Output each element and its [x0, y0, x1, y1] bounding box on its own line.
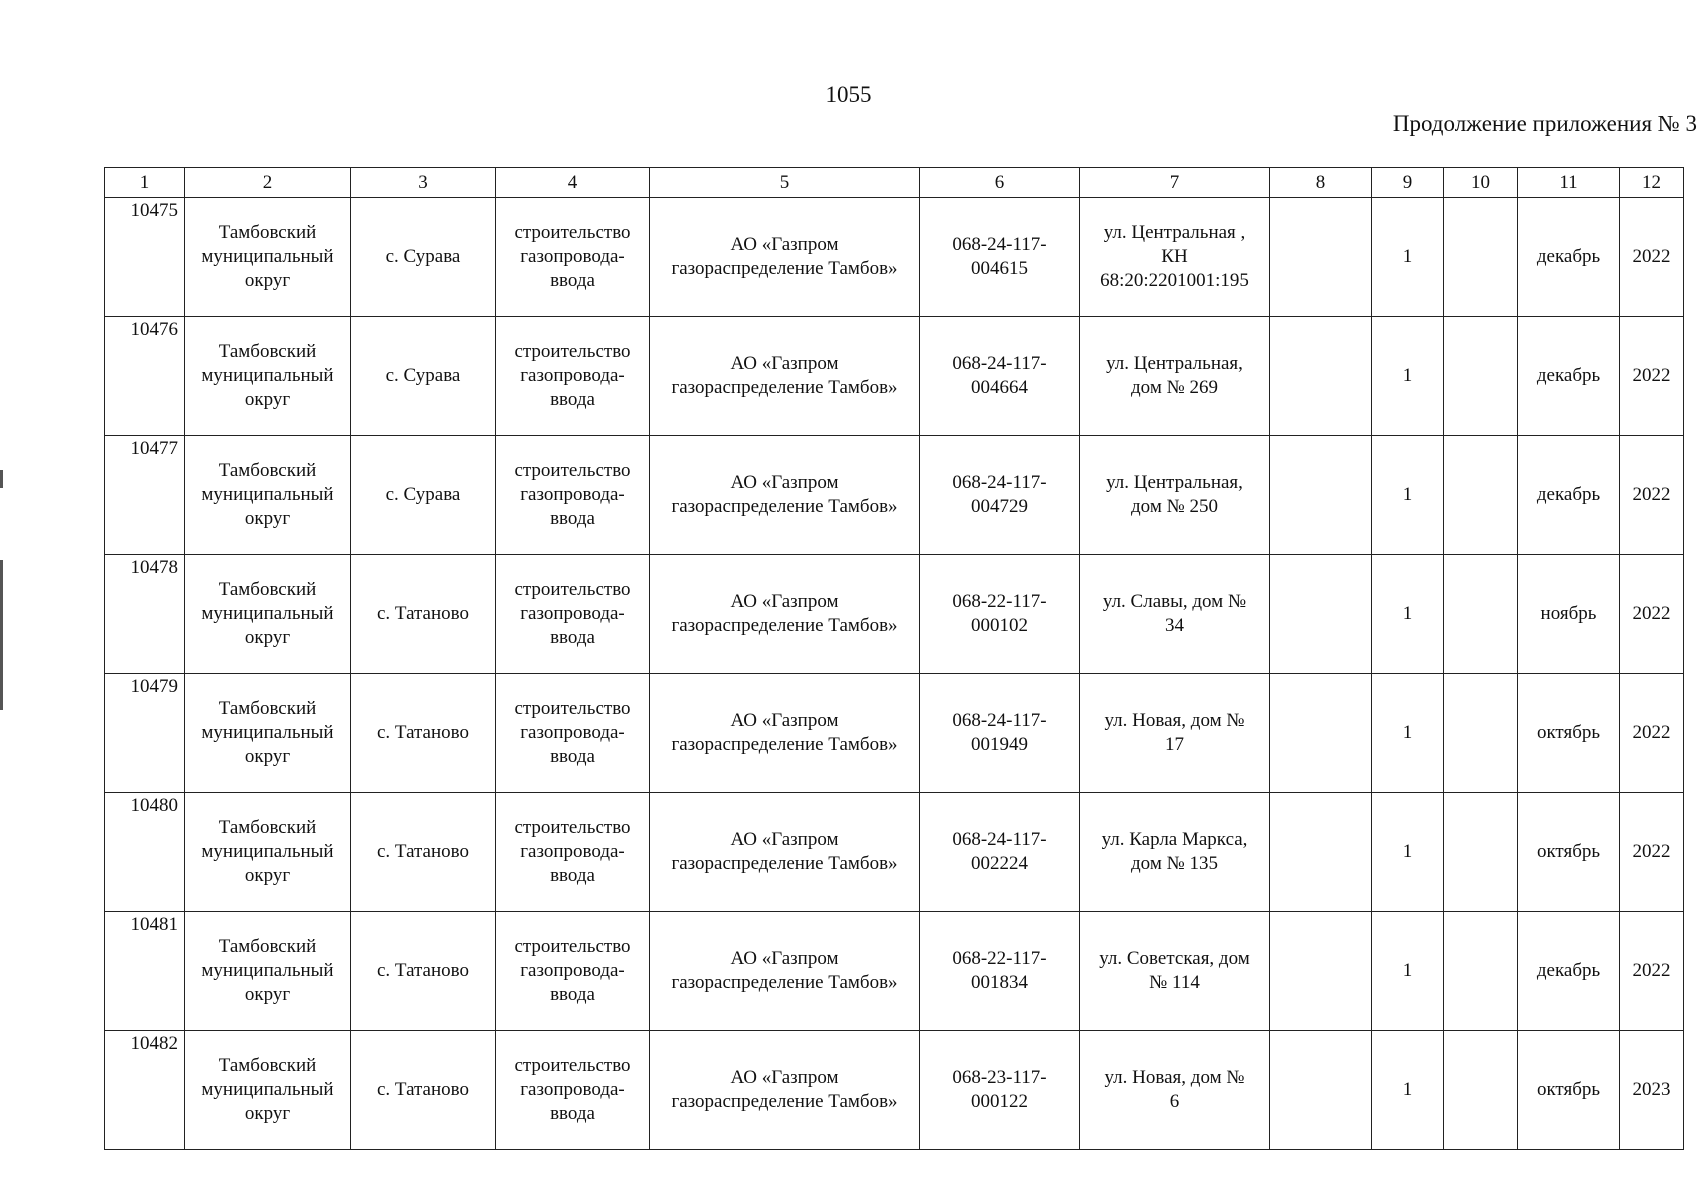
cell-code-line: 001949 — [971, 734, 1028, 755]
cell-work-type-line: ввода — [550, 984, 595, 1005]
cell-organization-line: АО «Газпром — [730, 829, 839, 850]
appendix-caption: Продолжение приложения № 3 — [1392, 111, 1697, 136]
cell-district-line: Тамбовский — [218, 460, 317, 481]
cell-work-type-line: газопровода- — [520, 722, 625, 743]
cell-work-type — [496, 912, 650, 1031]
column-header-3: 3 — [351, 168, 496, 198]
cell-year: 2022 — [1620, 555, 1684, 674]
table-row — [105, 793, 1684, 912]
cell-month: ноябрь — [1518, 555, 1620, 674]
cell-col-8 — [1270, 1031, 1372, 1150]
cell-organization-line: газораспределение Тамбов» — [671, 615, 898, 636]
cell-district — [185, 793, 351, 912]
cell-address-line: дом № 269 — [1131, 377, 1218, 398]
page-number: 1055 — [825, 82, 872, 107]
cell-col-8 — [1270, 674, 1372, 793]
cell-col-10 — [1444, 674, 1518, 793]
cell-organization-line: газораспределение Тамбов» — [671, 377, 898, 398]
cell-organization-line: газораспределение Тамбов» — [671, 1091, 898, 1112]
cell-address-line: ул. Новая, дом № — [1104, 1067, 1245, 1088]
cell-code — [920, 674, 1080, 793]
cell-district-line: округ — [244, 984, 291, 1005]
cell-settlement: с. Сурава — [351, 317, 496, 436]
cell-organization-line: газораспределение Тамбов» — [671, 734, 898, 755]
cell-district-line: Тамбовский — [218, 936, 317, 957]
cell-settlement: с. Татаново — [351, 555, 496, 674]
cell-col-8 — [1270, 436, 1372, 555]
cell-district-line: Тамбовский — [218, 222, 317, 243]
cell-district-line: Тамбовский — [218, 817, 317, 838]
table-body — [105, 198, 1684, 1150]
cell-settlement: с. Сурава — [351, 198, 496, 317]
column-header-5: 5 — [650, 168, 920, 198]
header-row — [105, 168, 1684, 198]
cell-organization-line: газораспределение Тамбов» — [671, 258, 898, 279]
cell-address-line: 68:20:2201001:195 — [1100, 270, 1249, 291]
table-header — [105, 168, 1684, 198]
cell-address-line: ул. Центральная, — [1106, 472, 1243, 493]
cell-address — [1080, 436, 1270, 555]
cell-code-line: 068-22-117- — [952, 948, 1047, 969]
cell-district — [185, 674, 351, 793]
column-header-12: 12 — [1620, 168, 1684, 198]
cell-address-line: ул. Новая, дом № — [1104, 710, 1245, 731]
table-row — [105, 198, 1684, 317]
column-header-7: 7 — [1080, 168, 1270, 198]
cell-organization-line: АО «Газпром — [730, 353, 839, 374]
cell-code-line: 004615 — [971, 258, 1028, 279]
cell-address-line: ул. Центральная, — [1106, 353, 1243, 374]
cell-organization — [650, 793, 920, 912]
cell-address — [1080, 1031, 1270, 1150]
cell-district-line: муниципальный — [201, 841, 334, 862]
cell-address-line: ул. Центральная , — [1103, 222, 1246, 243]
cell-district-line: муниципальный — [201, 246, 334, 267]
table-row — [105, 317, 1684, 436]
cell-code — [920, 1031, 1080, 1150]
cell-col-8 — [1270, 793, 1372, 912]
cell-work-type-line: строительство — [514, 698, 631, 719]
column-header-9: 9 — [1372, 168, 1444, 198]
cell-work-type — [496, 317, 650, 436]
cell-quantity: 1 — [1372, 1031, 1444, 1150]
cell-district-line: Тамбовский — [218, 698, 317, 719]
cell-code-line: 000102 — [971, 615, 1028, 636]
cell-month: октябрь — [1518, 1031, 1620, 1150]
cell-address-line: ул. Советская, дом — [1099, 948, 1250, 969]
cell-district-line: муниципальный — [201, 603, 334, 624]
scan-edge-mark — [0, 470, 3, 488]
cell-address-line: КН — [1161, 246, 1188, 267]
cell-quantity: 1 — [1372, 793, 1444, 912]
cell-address-line: ул. Карла Маркса, — [1101, 829, 1248, 850]
cell-district-line: муниципальный — [201, 722, 334, 743]
cell-code — [920, 555, 1080, 674]
table-row — [105, 436, 1684, 555]
cell-work-type-line: газопровода- — [520, 603, 625, 624]
cell-code-line: 004664 — [971, 377, 1028, 398]
table-row — [105, 555, 1684, 674]
cell-address — [1080, 198, 1270, 317]
cell-quantity: 1 — [1372, 674, 1444, 793]
cell-district-line: округ — [244, 627, 291, 648]
cell-address-line: № 114 — [1149, 972, 1200, 993]
cell-organization — [650, 912, 920, 1031]
cell-organization-line: АО «Газпром — [730, 1067, 839, 1088]
cell-work-type-line: строительство — [514, 460, 631, 481]
cell-code-line: 068-22-117- — [952, 591, 1047, 612]
cell-work-type-line: газопровода- — [520, 960, 625, 981]
cell-work-type-line: газопровода- — [520, 365, 625, 386]
cell-number: 10479 — [105, 674, 185, 793]
cell-code — [920, 793, 1080, 912]
column-header-2: 2 — [185, 168, 351, 198]
cell-district-line: округ — [244, 270, 291, 291]
cell-district-line: округ — [244, 746, 291, 767]
cell-col-10 — [1444, 436, 1518, 555]
cell-district-line: Тамбовский — [218, 1055, 317, 1076]
cell-settlement: с. Татаново — [351, 912, 496, 1031]
cell-district-line: округ — [244, 508, 291, 529]
cell-quantity: 1 — [1372, 436, 1444, 555]
cell-code-line: 068-24-117- — [952, 472, 1047, 493]
cell-district-line: муниципальный — [201, 1079, 334, 1100]
cell-work-type-line: газопровода- — [520, 246, 625, 267]
cell-work-type — [496, 674, 650, 793]
cell-organization-line: газораспределение Тамбов» — [671, 972, 898, 993]
cell-work-type-line: строительство — [514, 1055, 631, 1076]
cell-district — [185, 198, 351, 317]
cell-work-type — [496, 793, 650, 912]
cell-address-line: 6 — [1169, 1091, 1180, 1112]
cell-settlement: с. Татаново — [351, 1031, 496, 1150]
cell-col-10 — [1444, 912, 1518, 1031]
cell-work-type-line: ввода — [550, 389, 595, 410]
cell-district-line: Тамбовский — [218, 579, 317, 600]
cell-work-type-line: ввода — [550, 865, 595, 886]
cell-number: 10482 — [105, 1031, 185, 1150]
cell-organization — [650, 1031, 920, 1150]
cell-work-type-line: строительство — [514, 817, 631, 838]
cell-work-type — [496, 1031, 650, 1150]
cell-work-type-line: газопровода- — [520, 841, 625, 862]
column-header-11: 11 — [1518, 168, 1620, 198]
column-header-1: 1 — [105, 168, 185, 198]
cell-district-line: Тамбовский — [218, 341, 317, 362]
cell-organization-line: газораспределение Тамбов» — [671, 496, 898, 517]
cell-code — [920, 912, 1080, 1031]
cell-settlement: с. Татаново — [351, 793, 496, 912]
column-header-6: 6 — [920, 168, 1080, 198]
cell-month: октябрь — [1518, 674, 1620, 793]
cell-work-type-line: ввода — [550, 746, 595, 767]
cell-work-type-line: ввода — [550, 508, 595, 529]
cell-number: 10477 — [105, 436, 185, 555]
cell-work-type — [496, 555, 650, 674]
cell-organization-line: АО «Газпром — [730, 591, 839, 612]
cell-month: октябрь — [1518, 793, 1620, 912]
cell-col-10 — [1444, 793, 1518, 912]
cell-district — [185, 555, 351, 674]
cell-code — [920, 317, 1080, 436]
cell-district-line: округ — [244, 865, 291, 886]
cell-address-line: дом № 250 — [1131, 496, 1218, 517]
cell-settlement: с. Сурава — [351, 436, 496, 555]
column-header-4: 4 — [496, 168, 650, 198]
cell-code-line: 004729 — [971, 496, 1028, 517]
cell-district — [185, 912, 351, 1031]
cell-year: 2022 — [1620, 912, 1684, 1031]
cell-work-type — [496, 436, 650, 555]
cell-organization-line: газораспределение Тамбов» — [671, 853, 898, 874]
cell-organization-line: АО «Газпром — [730, 472, 839, 493]
cell-organization — [650, 436, 920, 555]
cell-district-line: муниципальный — [201, 365, 334, 386]
cell-quantity: 1 — [1372, 317, 1444, 436]
cell-address — [1080, 912, 1270, 1031]
cell-number: 10478 — [105, 555, 185, 674]
table-row — [105, 912, 1684, 1031]
cell-month: декабрь — [1518, 436, 1620, 555]
registry-table — [104, 167, 1684, 1150]
cell-col-10 — [1444, 317, 1518, 436]
cell-quantity: 1 — [1372, 555, 1444, 674]
cell-district-line: округ — [244, 389, 291, 410]
cell-col-8 — [1270, 198, 1372, 317]
cell-district-line: округ — [244, 1103, 291, 1124]
column-header-8: 8 — [1270, 168, 1372, 198]
cell-work-type-line: ввода — [550, 627, 595, 648]
scan-edge-mark — [0, 560, 3, 710]
cell-year: 2022 — [1620, 198, 1684, 317]
cell-work-type — [496, 198, 650, 317]
cell-work-type-line: ввода — [550, 270, 595, 291]
cell-address — [1080, 793, 1270, 912]
cell-code-line: 068-24-117- — [952, 710, 1047, 731]
cell-work-type-line: ввода — [550, 1103, 595, 1124]
cell-work-type-line: строительство — [514, 579, 631, 600]
cell-quantity: 1 — [1372, 198, 1444, 317]
cell-organization — [650, 555, 920, 674]
cell-address — [1080, 317, 1270, 436]
cell-address-line: 34 — [1165, 615, 1184, 636]
cell-organization-line: АО «Газпром — [730, 948, 839, 969]
cell-month: декабрь — [1518, 198, 1620, 317]
cell-code-line: 068-24-117- — [952, 353, 1047, 374]
cell-year: 2022 — [1620, 436, 1684, 555]
cell-district-line: муниципальный — [201, 484, 334, 505]
cell-work-type-line: газопровода- — [520, 1079, 625, 1100]
cell-address-line: дом № 135 — [1131, 853, 1218, 874]
cell-district — [185, 317, 351, 436]
cell-work-type-line: строительство — [514, 341, 631, 362]
cell-work-type-line: газопровода- — [520, 484, 625, 505]
cell-address-line: ул. Славы, дом № — [1102, 591, 1247, 612]
cell-col-8 — [1270, 317, 1372, 436]
cell-quantity: 1 — [1372, 912, 1444, 1031]
cell-code-line: 068-24-117- — [952, 234, 1047, 255]
cell-settlement: с. Татаново — [351, 674, 496, 793]
cell-col-8 — [1270, 555, 1372, 674]
cell-code-line: 068-23-117- — [952, 1067, 1047, 1088]
cell-organization — [650, 674, 920, 793]
cell-month: декабрь — [1518, 317, 1620, 436]
cell-number: 10481 — [105, 912, 185, 1031]
cell-col-10 — [1444, 1031, 1518, 1150]
cell-district-line: муниципальный — [201, 960, 334, 981]
cell-year: 2023 — [1620, 1031, 1684, 1150]
cell-number: 10476 — [105, 317, 185, 436]
cell-year: 2022 — [1620, 793, 1684, 912]
cell-organization-line: АО «Газпром — [730, 234, 839, 255]
cell-work-type-line: строительство — [514, 222, 631, 243]
cell-year: 2022 — [1620, 674, 1684, 793]
cell-address-line: 17 — [1165, 734, 1184, 755]
cell-year: 2022 — [1620, 317, 1684, 436]
cell-number: 10475 — [105, 198, 185, 317]
cell-code-line: 002224 — [971, 853, 1028, 874]
cell-code-line: 068-24-117- — [952, 829, 1047, 850]
cell-number: 10480 — [105, 793, 185, 912]
cell-col-10 — [1444, 198, 1518, 317]
cell-district — [185, 436, 351, 555]
cell-code — [920, 198, 1080, 317]
cell-code — [920, 436, 1080, 555]
cell-address — [1080, 674, 1270, 793]
cell-address — [1080, 555, 1270, 674]
table-row — [105, 1031, 1684, 1150]
cell-district — [185, 1031, 351, 1150]
cell-work-type-line: строительство — [514, 936, 631, 957]
cell-organization — [650, 198, 920, 317]
cell-code-line: 000122 — [971, 1091, 1028, 1112]
cell-organization — [650, 317, 920, 436]
cell-col-8 — [1270, 912, 1372, 1031]
cell-organization-line: АО «Газпром — [730, 710, 839, 731]
cell-col-10 — [1444, 555, 1518, 674]
cell-code-line: 001834 — [971, 972, 1028, 993]
cell-month: декабрь — [1518, 912, 1620, 1031]
table-row — [105, 674, 1684, 793]
column-header-10: 10 — [1444, 168, 1518, 198]
